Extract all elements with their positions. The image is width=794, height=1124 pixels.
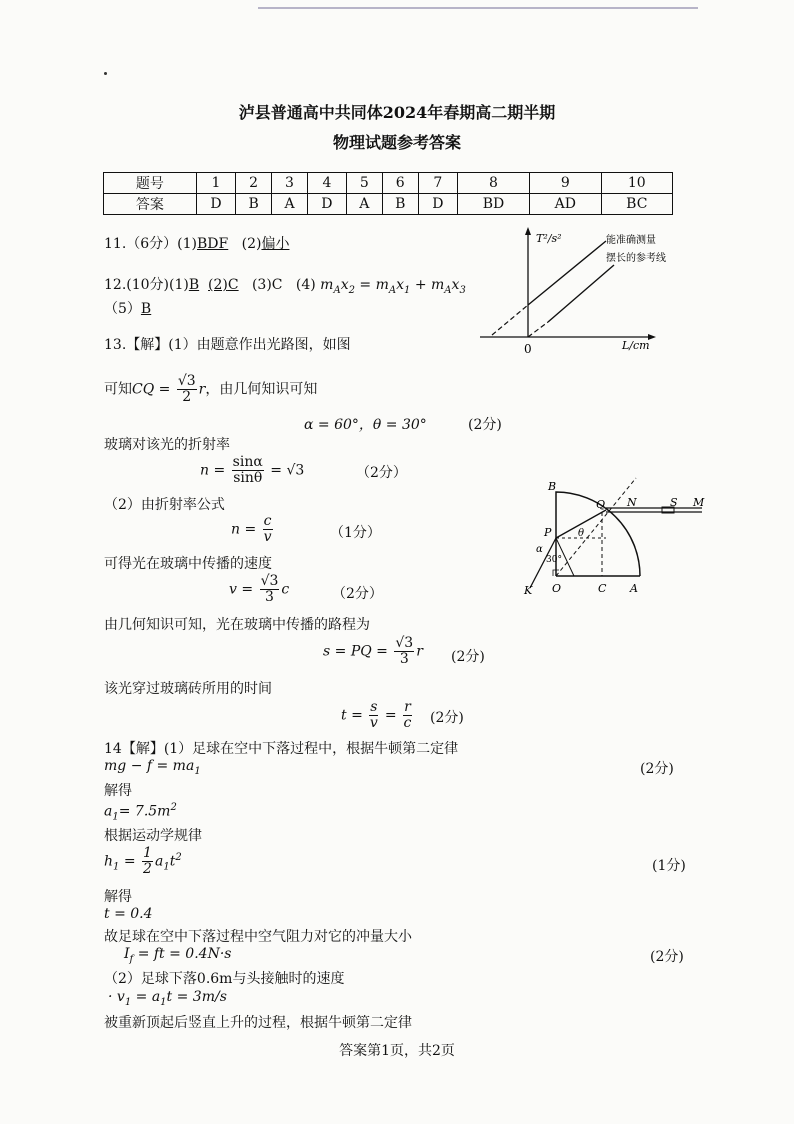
q13-cq-fraction bbox=[177, 374, 197, 405]
number-cell: 7 bbox=[418, 173, 457, 194]
fraction-denominator: 3 bbox=[399, 651, 409, 667]
fraction-numerator: √3 bbox=[395, 635, 414, 651]
q12-answer-2: C bbox=[227, 277, 239, 293]
answer-cell: A bbox=[272, 194, 308, 215]
answer-cell: D bbox=[307, 194, 346, 215]
superscript: 2 bbox=[175, 851, 182, 863]
q11-part2-label: (2) bbox=[241, 236, 262, 252]
q14-impulse-eq-text: = ft = 0.4N·s bbox=[137, 946, 232, 962]
q13-time-score: (2分) bbox=[430, 710, 464, 726]
q14-impulse-text: 故足球在空中下落过程中空气阻力对它的冲量大小 bbox=[104, 929, 412, 945]
fraction-denominator: sinθ bbox=[233, 470, 263, 486]
q13-speed-score: （2分） bbox=[332, 586, 383, 602]
document-title: 泸县普通高中共同体2024年春期高二期半期 bbox=[238, 103, 556, 122]
q13-v-formula: n = $\frac{c}{v}$ bbox=[231, 513, 272, 545]
answer-cell: BC bbox=[601, 194, 672, 215]
q13-path-label: 由几何知识可知，光在玻璃中传播的路程为 bbox=[104, 617, 370, 633]
answer-table-answer-row bbox=[104, 194, 673, 215]
answer-cell: BD bbox=[457, 194, 529, 215]
q13-speed-c: c bbox=[281, 581, 290, 598]
q11-answer-2: 偏小 bbox=[261, 236, 290, 252]
q12-part4-label: (4) bbox=[295, 277, 316, 293]
q14-a1: $a_1= 7.5m^2$ bbox=[104, 802, 177, 823]
graph-legend-line-1: 能准确测量 bbox=[606, 235, 656, 246]
q13-time-label: 该光穿过玻璃砖所用的时间 bbox=[104, 681, 272, 697]
graph-measured-extension bbox=[492, 305, 528, 335]
fraction-numerator: √3 bbox=[177, 373, 196, 389]
q12-answer-5: B bbox=[140, 301, 152, 317]
label-Q: Q bbox=[596, 498, 606, 511]
q13-n-symbol: n bbox=[200, 462, 210, 479]
q14-part2: （2）足球下落0.6m与头接触时的速度 bbox=[104, 971, 345, 987]
answer-cell: AD bbox=[530, 194, 602, 215]
fraction-numerator: sinα bbox=[232, 454, 263, 470]
q14-eq1 bbox=[104, 758, 201, 777]
q13-angles: α = 60°，θ = 30° bbox=[304, 417, 427, 433]
q13-cq-line: 可知CQ = $\frac{√3}{2}$ r，由几何知识可知 bbox=[104, 373, 318, 405]
q14-solve-2: 解得 bbox=[104, 889, 132, 905]
label-C: C bbox=[598, 582, 607, 595]
q14-eq1-text: mg − f = ma bbox=[104, 758, 195, 774]
q12-line bbox=[104, 274, 466, 296]
q13-refractive-label: 玻璃对该光的折射率 bbox=[104, 437, 230, 453]
q13-time-fraction-1 bbox=[369, 700, 378, 731]
q14-last-line: 被重新顶起后竖直上升的过程，根据牛顿第二定律 bbox=[104, 1015, 412, 1031]
scan-speck bbox=[104, 72, 107, 75]
q12-part3: (3)C bbox=[251, 277, 283, 293]
q12-part5-line bbox=[104, 298, 151, 318]
q14-impulse-eq: $I_f$ = ft = 0.4N·s bbox=[124, 946, 232, 965]
label-theta: θ bbox=[578, 528, 585, 539]
graph-legend-line-2: 摆长的参考线 bbox=[606, 253, 666, 264]
q14-v1: · $v_1 = a_1t = 3m/s$ bbox=[108, 989, 227, 1008]
number-cell: 6 bbox=[382, 173, 418, 194]
q13-cq-var: CQ bbox=[132, 381, 155, 398]
subscript: 1 bbox=[112, 811, 119, 823]
fraction-numerator: 1 bbox=[143, 845, 152, 861]
light-path-figure bbox=[512, 476, 712, 596]
label-O: O bbox=[552, 582, 562, 595]
q13-n-score: （2分） bbox=[356, 465, 407, 481]
q12-prefix: 12.(10分)(1) bbox=[104, 277, 189, 293]
graph-y-label: T²/s² bbox=[536, 232, 562, 245]
q14-kinematics-label: 根据运动学规律 bbox=[104, 828, 202, 844]
q13-time-formula: t = $\frac{s}{v}$ = $\frac{r}{c}$ bbox=[341, 699, 412, 731]
label-P: P bbox=[544, 526, 552, 539]
fraction-numerator: r bbox=[404, 699, 411, 715]
document-subtitle: 物理试题参考答案 bbox=[332, 133, 461, 152]
q14-h-score: (1分) bbox=[652, 858, 686, 874]
page-footer: 答案第1页，共2页 bbox=[339, 1043, 455, 1059]
q13-speed-label: 可得光在玻璃中传播的速度 bbox=[104, 556, 272, 572]
row-label-answer: 答案 bbox=[104, 194, 197, 215]
answer-table-number-row bbox=[104, 173, 673, 194]
q13-path-fraction bbox=[394, 636, 414, 667]
subscript: 1 bbox=[163, 861, 170, 873]
fraction-denominator: v bbox=[369, 715, 378, 731]
q12-answer-1: B bbox=[188, 277, 200, 293]
fraction-denominator: c bbox=[403, 715, 412, 731]
q13-part2-heading: （2）由折射率公式 bbox=[104, 497, 225, 513]
answer-cell: B bbox=[382, 194, 418, 215]
number-cell: 3 bbox=[272, 173, 308, 194]
q13-time-fraction-2 bbox=[403, 700, 412, 731]
q14-h-formula: $h_1$ = $\frac{1}{2}$ $a_1t^2$ bbox=[104, 845, 182, 877]
label-N: N bbox=[627, 496, 637, 509]
q13-speed-v: v bbox=[229, 581, 237, 598]
subscript: f bbox=[129, 953, 134, 965]
label-K: K bbox=[524, 584, 533, 596]
label-B: B bbox=[548, 480, 557, 493]
q14-eq1-score: (2分) bbox=[640, 761, 674, 777]
scan-top-line bbox=[258, 7, 698, 9]
q14-v1-text: = a bbox=[135, 989, 161, 1005]
q13-speed-formula: v = $\frac{√3}{3}$ c bbox=[229, 573, 290, 605]
fraction-numerator: c bbox=[263, 513, 272, 529]
number-cell: 10 bbox=[601, 173, 672, 194]
q13-cq-suffix: ，由几何知识可知 bbox=[205, 381, 318, 398]
q13-path-formula: s = PQ = $\frac{√3}{3}$ r bbox=[323, 635, 423, 667]
q13-angles-score: (2分) bbox=[468, 417, 502, 433]
q13-v-score: （1分） bbox=[330, 525, 381, 541]
superscript: 2 bbox=[170, 802, 177, 813]
q13-n-fraction bbox=[232, 455, 264, 486]
answer-cell: D bbox=[196, 194, 235, 215]
q14-v1-rest: t = 3m/s bbox=[166, 989, 227, 1005]
graph-measured-line bbox=[528, 241, 606, 305]
number-cell: 8 bbox=[457, 173, 529, 194]
graph-reference-line bbox=[548, 265, 614, 322]
q13-path-s: s bbox=[323, 643, 331, 660]
q13-heading: 13.【解】(1）由题意作出光路图，如图 bbox=[104, 337, 351, 353]
q14-t-value: t = 0.4 bbox=[104, 906, 153, 922]
number-cell: 4 bbox=[307, 173, 346, 194]
answer-cell: A bbox=[347, 194, 383, 215]
pendulum-graph bbox=[470, 225, 670, 355]
fraction-denominator: 3 bbox=[265, 589, 274, 605]
q14-impulse-score: (2分) bbox=[650, 949, 684, 965]
graph-x-label: L/cm bbox=[622, 339, 650, 352]
q14-h-fraction bbox=[142, 846, 153, 877]
number-cell: 9 bbox=[530, 173, 602, 194]
q13-v-n: n bbox=[231, 521, 241, 538]
subscript: 1 bbox=[194, 765, 201, 777]
label-M: M bbox=[693, 496, 705, 509]
q13-v-fraction bbox=[263, 514, 273, 545]
q13-speed-fraction bbox=[260, 574, 280, 605]
label-alpha: α bbox=[536, 544, 543, 555]
answer-cell: D bbox=[418, 194, 457, 215]
answer-table bbox=[103, 172, 673, 215]
graph-reference-extension bbox=[528, 322, 548, 337]
answer-cell: B bbox=[236, 194, 272, 215]
q13-n-formula: n = $\frac{\sin\alpha}{\sin\theta}$ = √3 bbox=[200, 454, 305, 486]
label-A: A bbox=[630, 582, 638, 595]
number-cell: 5 bbox=[347, 173, 383, 194]
number-cell: 1 bbox=[196, 173, 235, 194]
label-30-degrees: 30° bbox=[546, 555, 562, 565]
graph-origin-label: 0 bbox=[524, 342, 532, 355]
fraction-denominator: 2 bbox=[182, 389, 192, 405]
q11-answer-1: BDF bbox=[197, 236, 229, 252]
q12-equation: $m_Ax_2 = m_Ax_1 + m_Ax_3$ bbox=[320, 277, 466, 296]
q13-path-pq: PQ bbox=[350, 643, 372, 660]
q14-a1-text: = 7.5m bbox=[118, 803, 171, 820]
q13-n-result: = √3 bbox=[270, 462, 305, 479]
fraction-denominator: 2 bbox=[143, 861, 152, 877]
q12-part5-label: （5） bbox=[104, 301, 141, 317]
q12-part2-label: (2) bbox=[208, 277, 228, 293]
subscript: 1 bbox=[113, 861, 120, 873]
label-S: S bbox=[670, 496, 678, 509]
subscript: 1 bbox=[124, 996, 132, 1008]
subscript: 1 bbox=[160, 996, 167, 1008]
q11-prefix: 11.（6分）(1) bbox=[104, 236, 198, 252]
graph-y-arrow bbox=[525, 227, 531, 235]
q13-cq-r: r bbox=[198, 381, 206, 398]
number-cell: 2 bbox=[236, 173, 272, 194]
q14-solve-1: 解得 bbox=[104, 783, 132, 799]
fraction-denominator: v bbox=[263, 529, 272, 545]
fraction-numerator: √3 bbox=[260, 573, 279, 589]
row-label-number: 题号 bbox=[104, 173, 197, 194]
q11-line bbox=[104, 233, 289, 253]
q13-path-score: (2分) bbox=[451, 649, 485, 665]
q13-cq-prefix: 可知 bbox=[104, 381, 132, 398]
q14-heading: 14【解】(1）足球在空中下落过程中，根据牛顿第二定律 bbox=[104, 741, 459, 757]
fraction-numerator: s bbox=[370, 699, 378, 715]
q13-path-r: r bbox=[416, 643, 423, 660]
